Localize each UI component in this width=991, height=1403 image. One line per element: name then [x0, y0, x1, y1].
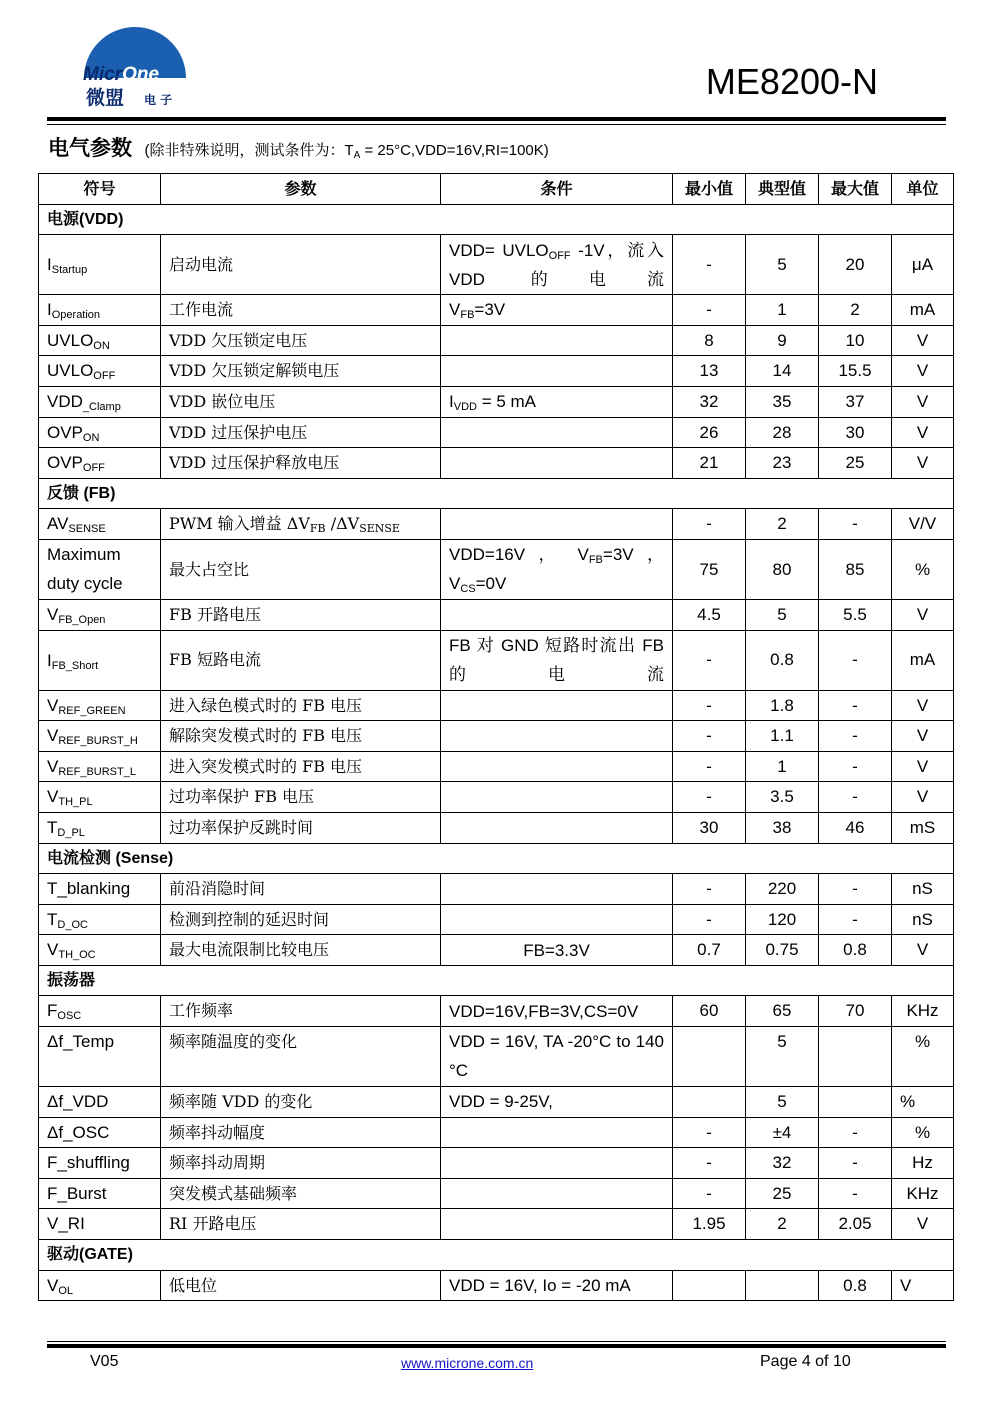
footer-url-link[interactable]: www.microne.com.cn: [401, 1355, 534, 1371]
cell-max: -: [819, 751, 892, 782]
cell-max: 85: [819, 539, 892, 599]
cell-parameter: 频率随 VDD 的变化: [161, 1087, 441, 1118]
table-row: [39, 1087, 954, 1118]
cell-parameter: VDD 欠压锁定解锁电压: [161, 356, 441, 387]
cell-min: [673, 1270, 746, 1301]
cell-unit: V: [892, 1270, 954, 1301]
cell-parameter: 工作频率: [161, 996, 441, 1027]
cell-parameter: VDD 过压保护电压: [161, 417, 441, 448]
cell-parameter: FB 开路电压: [161, 599, 441, 630]
col-header-condition: 条件: [441, 174, 673, 205]
table-row: [39, 356, 954, 387]
cell-min: 30: [673, 812, 746, 843]
cell-condition: [441, 448, 673, 479]
cell-unit: V: [892, 721, 954, 752]
cell-max: 25: [819, 448, 892, 479]
cell-typ: 5: [746, 235, 819, 295]
cell-condition: $I_{VDD} = 5$ mA: [441, 386, 673, 417]
cell-min: -: [673, 690, 746, 721]
cell-typ: 23: [746, 448, 819, 479]
cell-typ: 220: [746, 874, 819, 905]
cell-parameter: 突发模式基础频率: [161, 1178, 441, 1209]
cell-symbol: $V_{REF\_GREEN}$: [39, 690, 161, 721]
cell-max: -: [819, 874, 892, 905]
table-row: [39, 996, 954, 1027]
cell-symbol: $VDD_{\_Clamp}$: [39, 386, 161, 417]
cell-typ: 35: [746, 386, 819, 417]
cell-symbol: $T_{D\_OC}$: [39, 904, 161, 935]
cell-max: 15.5: [819, 356, 892, 387]
cell-parameter: RI 开路电压: [161, 1209, 441, 1240]
cell-parameter: 最大占空比: [161, 539, 441, 599]
cell-min: 32: [673, 386, 746, 417]
cell-typ: 1.8: [746, 690, 819, 721]
cell-parameter: FB 短路电流: [161, 630, 441, 690]
cell-typ: 120: [746, 904, 819, 935]
cell-typ: 5: [746, 599, 819, 630]
col-header-parameter: 参数: [161, 174, 441, 205]
cell-parameter: 过功率保护 FB 电压: [161, 782, 441, 813]
cell-symbol: $UVLO_{OFF}$: [39, 356, 161, 387]
cell-typ: 32: [746, 1148, 819, 1179]
cell-max: 46: [819, 812, 892, 843]
cell-max: 2: [819, 295, 892, 326]
cell-max: -: [819, 904, 892, 935]
group-title: 电流检测 (Sense): [39, 843, 954, 874]
cell-typ: 25: [746, 1178, 819, 1209]
table-row: [39, 509, 954, 540]
cell-condition: [441, 751, 673, 782]
cell-min: 0.7: [673, 935, 746, 966]
cell-parameter: 最大电流限制比较电压: [161, 935, 441, 966]
cell-unit: V: [892, 417, 954, 448]
cell-max: -: [819, 782, 892, 813]
table-row: [39, 874, 954, 905]
cell-condition: [441, 417, 673, 448]
cell-unit: V: [892, 1209, 954, 1240]
cell-condition: FB=3.3V: [441, 935, 673, 966]
cell-typ: 1: [746, 295, 819, 326]
group-row: [39, 204, 954, 235]
cell-min: 75: [673, 539, 746, 599]
cell-parameter: 低电位: [161, 1270, 441, 1301]
cell-typ: 3.5: [746, 782, 819, 813]
cell-min: [673, 1087, 746, 1118]
cell-min: 4.5: [673, 599, 746, 630]
cell-condition: VDD = 16V, TA -20°C to 140 °C: [441, 1027, 673, 1087]
cell-typ: 14: [746, 356, 819, 387]
section-note: (除非特殊说明，测试条件为：$T_A = 25^\circ C,VDD=16V,RI=100K$): [144, 142, 549, 161]
cell-symbol: $I_{FB\_Short}$: [39, 630, 161, 690]
cell-typ: 2: [746, 1209, 819, 1240]
cell-symbol: $V_{TH\_OC}$: [39, 935, 161, 966]
table-row: [39, 539, 954, 599]
cell-unit: mS: [892, 812, 954, 843]
cell-min: 26: [673, 417, 746, 448]
cell-condition: [441, 690, 673, 721]
cell-unit: nS: [892, 874, 954, 905]
cell-symbol: Δf_Temp: [39, 1027, 161, 1087]
cell-max: 2.05: [819, 1209, 892, 1240]
cell-typ: 80: [746, 539, 819, 599]
table-row: [39, 690, 954, 721]
cell-unit: Hz: [892, 1148, 954, 1179]
cell-typ: 1.1: [746, 721, 819, 752]
cell-max: -: [819, 690, 892, 721]
cell-max: 10: [819, 325, 892, 356]
group-row: [39, 478, 954, 509]
table-row: [39, 1270, 954, 1301]
cell-parameter: 工作电流: [161, 295, 441, 326]
cell-condition: [441, 356, 673, 387]
cell-condition: [441, 874, 673, 905]
document-title: ME8200-N: [705, 61, 878, 102]
footer-version: V05: [90, 1353, 119, 1370]
cell-symbol: Δf_VDD: [39, 1087, 161, 1118]
logo-subtext-2: 电 子: [144, 93, 173, 107]
table-header-row: [39, 174, 954, 205]
col-header-symbol: 符号: [39, 174, 161, 205]
cell-max: [819, 1087, 892, 1118]
cell-symbol: $OVP_{OFF}$: [39, 448, 161, 479]
cell-unit: %: [892, 1027, 954, 1087]
table-row: [39, 812, 954, 843]
cell-typ: 28: [746, 417, 819, 448]
header-rule-thin: [47, 124, 946, 125]
cell-unit: V: [892, 386, 954, 417]
footer-rule: [47, 1344, 946, 1348]
table-row: [39, 599, 954, 630]
cell-parameter: VDD 过压保护释放电压: [161, 448, 441, 479]
cell-min: 21: [673, 448, 746, 479]
cell-parameter: 频率抖动周期: [161, 1148, 441, 1179]
group-row: [39, 843, 954, 874]
cell-max: [819, 1027, 892, 1087]
cell-min: -: [673, 874, 746, 905]
cell-symbol: Δf_OSC: [39, 1117, 161, 1148]
cell-unit: mA: [892, 295, 954, 326]
cell-typ: [746, 1270, 819, 1301]
cell-symbol: F_Burst: [39, 1178, 161, 1209]
cell-parameter: 前沿消隐时间: [161, 874, 441, 905]
cell-condition: [441, 904, 673, 935]
cell-parameter: 检测到控制的延迟时间: [161, 904, 441, 935]
cell-parameter: 频率抖动幅度: [161, 1117, 441, 1148]
cell-condition: VDD=16V,FB=3V,CS=0V: [441, 996, 673, 1027]
table-row: [39, 782, 954, 813]
cell-symbol: $V_{REF\_BURST\_L}$: [39, 751, 161, 782]
cell-min: -: [673, 782, 746, 813]
cell-max: -: [819, 630, 892, 690]
cell-min: 60: [673, 996, 746, 1027]
cell-unit: V: [892, 448, 954, 479]
cell-symbol: Maximum duty cycle: [39, 539, 161, 599]
cell-condition: FB 对 GND 短路时流出 FB 的电流: [441, 630, 673, 690]
cell-symbol: $V_{OL}$: [39, 1270, 161, 1301]
cell-condition: [441, 325, 673, 356]
cell-min: 1.95: [673, 1209, 746, 1240]
logo-subtext: 微盟: [86, 87, 125, 109]
table-row: [39, 417, 954, 448]
cell-typ: 38: [746, 812, 819, 843]
cell-symbol: $I_{Operation}$: [39, 295, 161, 326]
cell-condition: VDD=16V ， $V_{FB}=3V$ ， $V_{CS}=0V$: [441, 539, 673, 599]
cell-parameter: 进入突发模式时的 FB 电压: [161, 751, 441, 782]
cell-max: 20: [819, 235, 892, 295]
cell-unit: V/V: [892, 509, 954, 540]
table-row: [39, 1178, 954, 1209]
cell-condition: [441, 1209, 673, 1240]
table-row: [39, 448, 954, 479]
cell-unit: V: [892, 599, 954, 630]
logo-text: MicrOne: [83, 64, 160, 85]
cell-max: 0.8: [819, 935, 892, 966]
cell-min: -: [673, 509, 746, 540]
cell-condition: $VDD= UVLO_{OFF}$ -1V，流入 VDD 的电流: [441, 235, 673, 295]
group-title: 反馈 (FB): [39, 478, 954, 509]
cell-parameter: 过功率保护反跳时间: [161, 812, 441, 843]
cell-unit: mA: [892, 630, 954, 690]
electrical-parameters-table: [38, 173, 954, 1301]
cell-unit: V: [892, 751, 954, 782]
cell-symbol: $UVLO_{ON}$: [39, 325, 161, 356]
col-header-min: 最小值: [673, 174, 746, 205]
cell-typ: 9: [746, 325, 819, 356]
cell-min: 8: [673, 325, 746, 356]
cell-condition: [441, 721, 673, 752]
cell-min: -: [673, 904, 746, 935]
col-header-unit: 单位: [892, 174, 954, 205]
cell-typ: 0.75: [746, 935, 819, 966]
cell-symbol: $I_{Startup}$: [39, 235, 161, 295]
cell-min: -: [673, 1148, 746, 1179]
group-title: 振荡器: [39, 965, 954, 996]
cell-min: -: [673, 1178, 746, 1209]
cell-min: -: [673, 630, 746, 690]
cell-unit: KHz: [892, 1178, 954, 1209]
table-row: [39, 295, 954, 326]
group-row: [39, 965, 954, 996]
cell-max: -: [819, 721, 892, 752]
cell-unit: nS: [892, 904, 954, 935]
cell-unit: %: [892, 1087, 954, 1118]
table-row: [39, 1027, 954, 1087]
cell-condition: [441, 812, 673, 843]
footer-page-number: Page 4 of 10: [760, 1353, 851, 1370]
footer-rule-thin: [47, 1341, 946, 1342]
cell-condition: [441, 599, 673, 630]
cell-unit: V: [892, 935, 954, 966]
cell-symbol: $T_{D\_PL}$: [39, 812, 161, 843]
table-row: [39, 751, 954, 782]
cell-parameter: PWM 输入增益 $\Delta V_{FB}$ $/\Delta V_{SENSE}$: [161, 509, 441, 540]
company-logo: [80, 16, 190, 111]
cell-symbol: $F_{OSC}$: [39, 996, 161, 1027]
table-row: [39, 721, 954, 752]
section-title: 电气参数: [48, 135, 132, 160]
table-row: [39, 935, 954, 966]
cell-symbol: $V_{TH\_PL}$: [39, 782, 161, 813]
cell-condition: $V_{FB}=3V$: [441, 295, 673, 326]
table-row: [39, 1117, 954, 1148]
cell-unit: KHz: [892, 996, 954, 1027]
cell-symbol: $OVP_{ON}$: [39, 417, 161, 448]
section-heading: [48, 132, 549, 162]
table-row: [39, 325, 954, 356]
cell-parameter: 进入绿色模式时的 FB 电压: [161, 690, 441, 721]
cell-unit: V: [892, 690, 954, 721]
cell-unit: V: [892, 325, 954, 356]
cell-condition: [441, 1148, 673, 1179]
cell-min: -: [673, 235, 746, 295]
group-row: [39, 1240, 954, 1271]
table-row: [39, 630, 954, 690]
cell-typ: ±4: [746, 1117, 819, 1148]
cell-condition: VDD = 16V, Io = -20 mA: [441, 1270, 673, 1301]
cell-parameter: VDD 欠压锁定电压: [161, 325, 441, 356]
table-row: [39, 904, 954, 935]
cell-unit: μA: [892, 235, 954, 295]
cell-max: -: [819, 1178, 892, 1209]
cell-max: -: [819, 1148, 892, 1179]
cell-typ: 5: [746, 1087, 819, 1118]
table-row: [39, 1148, 954, 1179]
cell-max: 30: [819, 417, 892, 448]
cell-typ: 1: [746, 751, 819, 782]
table-row: [39, 235, 954, 295]
cell-condition: [441, 782, 673, 813]
cell-condition: [441, 1117, 673, 1148]
table-row: [39, 1209, 954, 1240]
cell-symbol: $V_{REF\_BURST\_H}$: [39, 721, 161, 752]
group-title: 驱动(GATE): [39, 1240, 954, 1271]
cell-symbol: F_shuffling: [39, 1148, 161, 1179]
cell-unit: %: [892, 1117, 954, 1148]
cell-max: 37: [819, 386, 892, 417]
cell-max: 70: [819, 996, 892, 1027]
cell-max: 5.5: [819, 599, 892, 630]
cell-min: [673, 1027, 746, 1087]
cell-parameter: 启动电流: [161, 235, 441, 295]
cell-unit: V: [892, 782, 954, 813]
group-title: 电源(VDD): [39, 204, 954, 235]
cell-symbol: T_blanking: [39, 874, 161, 905]
cell-typ: 2: [746, 509, 819, 540]
cell-condition: VDD = 9-25V,: [441, 1087, 673, 1118]
col-header-max: 最大值: [819, 174, 892, 205]
table-row: [39, 386, 954, 417]
cell-min: 13: [673, 356, 746, 387]
cell-min: -: [673, 721, 746, 752]
cell-typ: 5: [746, 1027, 819, 1087]
cell-parameter: VDD 嵌位电压: [161, 386, 441, 417]
cell-min: -: [673, 751, 746, 782]
cell-parameter: 解除突发模式时的 FB 电压: [161, 721, 441, 752]
col-header-typ: 典型值: [746, 174, 819, 205]
cell-unit: %: [892, 539, 954, 599]
cell-typ: 65: [746, 996, 819, 1027]
cell-symbol: $AV_{SENSE}$: [39, 509, 161, 540]
cell-typ: 0.8: [746, 630, 819, 690]
cell-condition: [441, 1178, 673, 1209]
header-rule: [47, 117, 946, 121]
cell-min: -: [673, 295, 746, 326]
cell-condition: [441, 509, 673, 540]
cell-parameter: 频率随温度的变化: [161, 1027, 441, 1087]
cell-max: -: [819, 509, 892, 540]
cell-unit: V: [892, 356, 954, 387]
cell-symbol: V_RI: [39, 1209, 161, 1240]
cell-max: 0.8: [819, 1270, 892, 1301]
cell-symbol: $V_{FB\_Open}$: [39, 599, 161, 630]
cell-max: -: [819, 1117, 892, 1148]
cell-min: -: [673, 1117, 746, 1148]
